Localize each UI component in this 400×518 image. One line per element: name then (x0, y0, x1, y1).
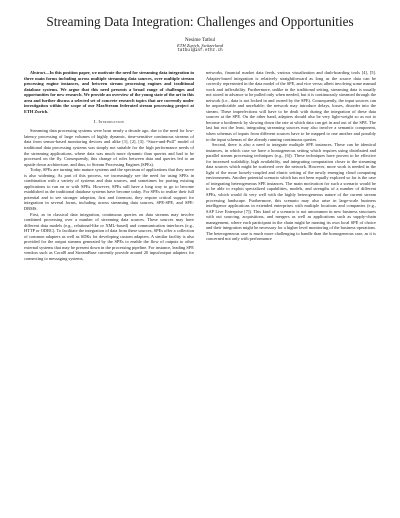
body-paragraph: Today, SPEs are turning into mature systems and the spectrum of applications that they serve is also widening. As part of this process, we increasingly see the need for using SPEs in combination with a variety of systems and data sources, and sometimes for porting existing applications to run on or with SPEs. However, SPEs still have a long way to go to become established as the traditional database systems have become today. For SPEs to realize their full potential and to see stronger adoption, first and foremost, they require critical support for integration in several forms, including across streaming data sources, SPE-SPE, and SPE-DBMS. (24, 167, 194, 212)
left-column (24, 70, 194, 262)
body-paragraph: networks, financial market data feeds, various visualization and dash-boarding tools [4], [5]. Adapter-based integration is relatively straightforward as long as the source data can be correctly represented in the data model of the SPE, and vice versa; albeit involving some manual work and inflexibility. Furthermore, unlike in the traditional setting, streaming data is usually not stored in advance to be pulled only when needed, but it is continuously streamed through the network (i.e., data is not locked in and owned by the SPE). Consequently, the input sources can be unpredictable and unreliable; the network may introduce delays, losses, disorder into the stream. These imperfections will have to be dealt with during the integration of these data sources at the SPE. On the other hand, adapters should also be very light-weight so as not to become a bottleneck by slowing down the rate at which data can get in and out of the SPE. The last but not the least, integrating streaming sources may also involve a semantic component, when schemas of inputs from different sources have to be mapped to one another and possibly to the input schemas of the already running continuous queries. (206, 70, 376, 142)
author-affiliation: ETH Zurich, Switzerland (176, 43, 224, 49)
two-column-body (24, 70, 376, 262)
section-heading-introduction: I. Introduction (93, 119, 125, 125)
abstract-lead: Abstract (30, 70, 46, 75)
author-name: Nesime Tatbul (184, 37, 216, 43)
body-paragraph: Streaming data processing systems were born nearly a decade ago, due to the need for low-latency processing of large volumes of highly dynamic, time-sensitive continuous streams of data from sensor-based monitoring devices and alike [1], [2], [3]. “Store-and-Pull” model of traditional data processing systems was simply not suitable for the high performance needs of the streaming applications, where data was much more dynamic than queries and had to be processed on the fly. Consequently, this change of roles between data and queries led to an upside down architecture, and thus, to Stream Processing Engines (SPEs). (24, 128, 194, 167)
paper-title: Streaming Data Integration: Challenges and Opportunities (46, 14, 354, 29)
right-column (206, 70, 376, 262)
body-paragraph: Second, there is also a need to integrate multiple SPE instances. These can be identical instances, in which case we have a homogeneous setting which requires using distributed and parallel stream processing techniques (e.g., [6]). These techniques have proven to be effective for increased scalability, high availability, and integrating computation closer to the streaming data sources which might be scattered over the network. However, more work is needed in the light of the more loosely-coupled and elastic setting of the newly emerging cloud computing environments. Another potential scenario which has not been equally explored so far is the case of integrating heterogeneous SPE instances. The main motivation for such a scenario would be to be able to exploit specialized capabilities, models, and strengths of a number of different SPEs, which would fit very well with the highly heterogeneous nature of the current stream processing landscape. Furthermore, this scenario may also arise in large-scale business intelligence applications in extended enterprises with multiple locations and companies (e.g., SAP Live Enterprise [7]). This kind of a scenario is not uncommon in new business structures with out sourcing, acquisitions, and mergers as well as applications such as supply-chain management, where each participant in the chain might be running its own local SPE of choice and their integration might be necessary for a higher level monitoring of the business operations. The heterogeneous case is much more challenging to handle than the homogeneous case, as it is concerned not only with performance (206, 142, 376, 242)
body-paragraph: First, as in classical data integration, continuous queries on data streams may involve combined processing over a number of streaming data sources. These sources may have different data models (e.g., relational-like or XML-based) and communication interfaces (e.g., HTTP or ODBC). To facilitate the integration of data from these sources, SPEs offer a collection of common adapters as well as SDKs for developing custom adapters. A similar facility is also provided for the output streams generated by the SPEs to enable the flow of outputs to other external systems that may be present down in the processing pipeline. For instance, leading SPE vendors such as Coral8 and StreamBase currently provide around 20 input/output adapters for connecting to messaging systems, (24, 211, 194, 261)
author-email: tatbul@inf.ethz.ch (177, 49, 223, 54)
abstract-body: —In this position paper, we motivate the need for streaming data integration in three main forms including across multiple streaming data sources, over multiple stream processing engine instances, and between stream processing engines and traditional database systems. We argue that this need presents a broad range of challenges and opportunities for new research. We provide an overview of the young state of the art in this area and further discuss a selected set of concrete research topics that are currently under investigation within the scope of our MaxStream federated stream processing project at ETH Zurich. (24, 70, 194, 114)
abstract (24, 70, 194, 114)
